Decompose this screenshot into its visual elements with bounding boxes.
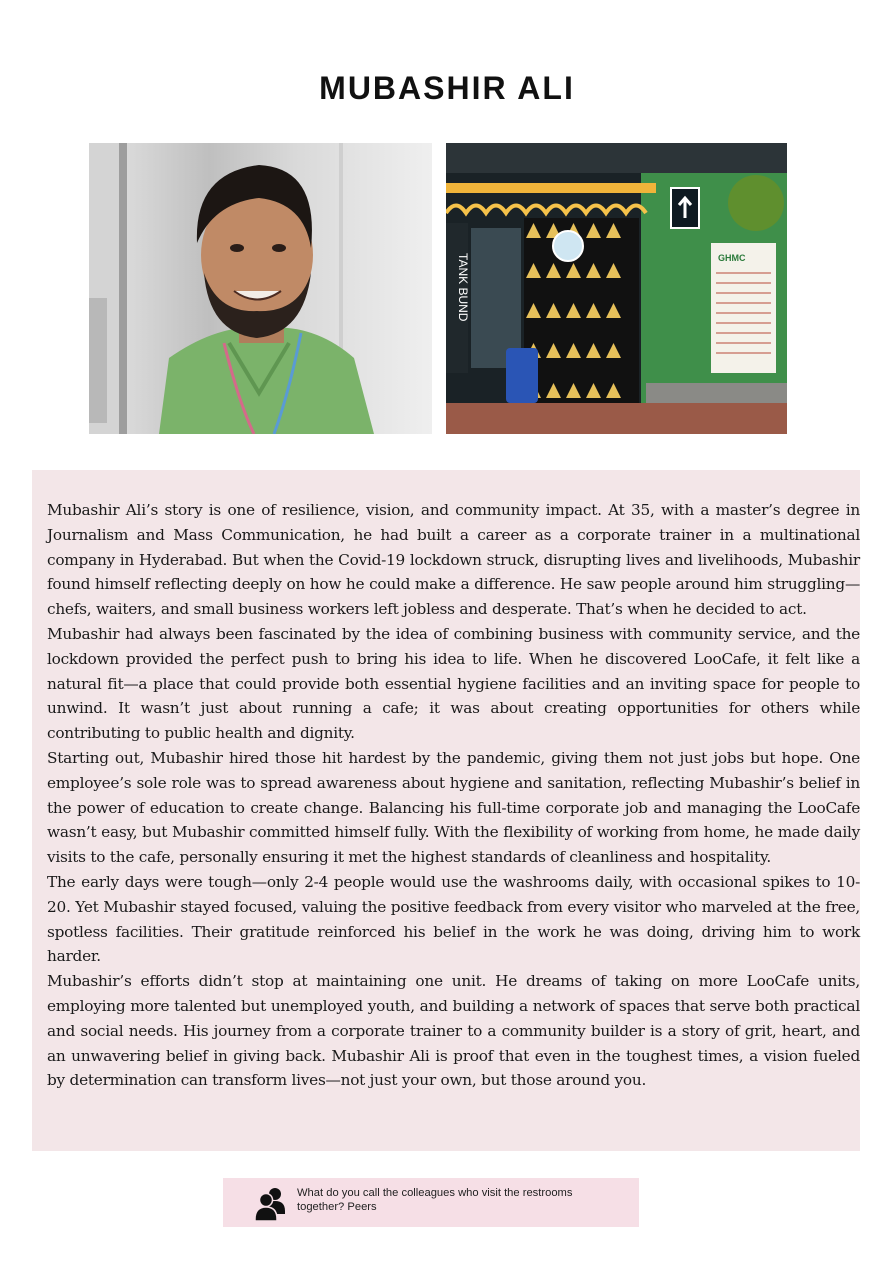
- story-paragraph: Mubashir had always been fascinated by the idea of combining business with community service, and the lockdown provided the perfect push to bring his idea to life. When he discovered LooCafe, it felt like a natural fit—a place that could provide both essential hygiene facilities and an inviting space for people to unwind. It wasn’t just about running a cafe; it was about creating opportunities for others while contributing to public health and dignity.: [47, 624, 860, 743]
- story-paragraph: Mubashir Ali’s story is one of resilience, vision, and community impact. At 35, with a master’s degree in Journalism and Mass Communication, he had built a career as a corporate trainer in a multinational company in Hyderabad. But when the Covid-19 lockdown struck, disrupting lives and livelihoods, Mubashir found himself reflecting deeply on how he could make a difference. He saw people around him struggling—chefs, waiters, and small business workers left jobless and desperate. That’s when he decided to act.: [47, 501, 860, 619]
- loocafe-photo: [446, 143, 787, 434]
- joke-box: [223, 1178, 639, 1227]
- story-paragraph: Mubashir’s efforts didn’t stop at maintaining one unit. He dreams of taking on more LooCafe units, employing more talented but unemployed youth, and building a network of spaces that serve both practical and social needs. His journey from a corporate trainer to a community builder is a story of grit, heart, and an unwavering belief in giving back. Mubashir Ali is proof that even in the toughest times, a vision fueled by determination can transform lives—not just your own, but those around you.: [47, 972, 860, 1090]
- story-paragraph: The early days were tough—only 2-4 people would use the washrooms daily, with occasional spikes to 10-20. Yet Mubashir stayed focused, valuing the positive feedback from every visitor who marveled at the free, spotless facilities. Their gratitude reinforced his belief in the work he was doing, driving him to work harder.: [47, 872, 860, 966]
- ghmc-sign: GHMC: [718, 253, 746, 263]
- story-panel: [32, 470, 860, 1151]
- tank-bund-sign: TANK BUND: [456, 253, 470, 322]
- portrait-photo: [89, 143, 432, 434]
- people-icon: [255, 1187, 287, 1225]
- page-title: MUBASHIR ALI: [319, 70, 575, 106]
- story-paragraph: Starting out, Mubashir hired those hit hardest by the pandemic, giving them not just jobs but hope. One employee’s sole role was to spread awareness about hygiene and sanitation, reflecting Mubashir’s belief in the power of education to create change. Balancing his full-time corporate job and managing the LooCafe wasn’t easy, but Mubashir committed himself fully. With the flexibility of working from home, he made daily visits to the cafe, personally ensuring it met the highest standards of cleanliness and hospitality.: [47, 748, 860, 867]
- joke-text: What do you call the colleagues who visit the restrooms together? Peers: [297, 1187, 573, 1213]
